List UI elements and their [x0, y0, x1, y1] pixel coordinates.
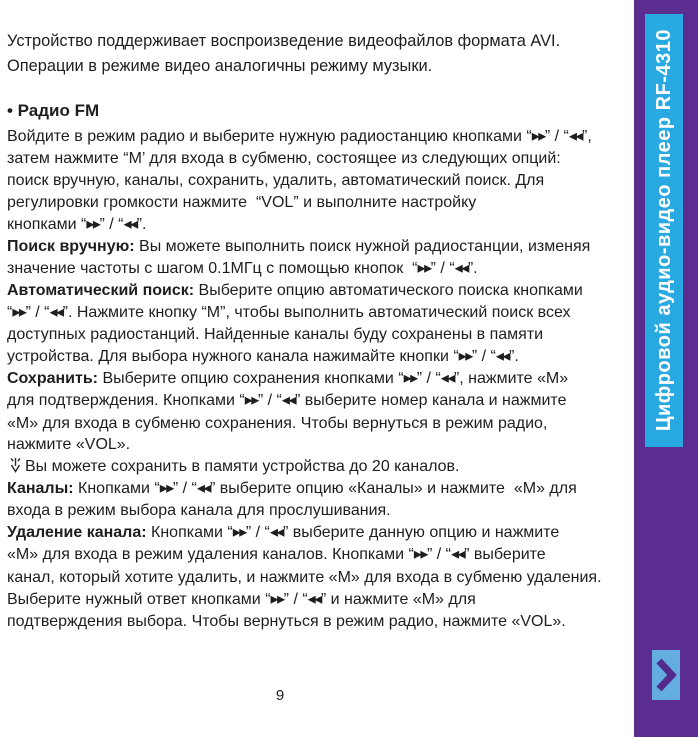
text-line: значение частоты с шагом 0.1МГц с помощью кнопок “▶▶” / “◀◀”. — [7, 259, 478, 277]
text-line: Вы можете сохранить в памяти устройства до 20 каналов. — [7, 456, 635, 478]
run-in-label: Каналы: — [7, 480, 74, 498]
product-banner-label: Цифровой аудио-видео плеер RF-4310 — [653, 29, 675, 432]
page-number: 9 — [275, 687, 285, 704]
text-line: нажмите «VOL». — [7, 436, 131, 454]
text-line: Удаление канала: Кнопками “▶▶” / “◀◀” выберите данную опцию и нажмите — [7, 524, 560, 542]
text-line: Сохранить: Выберите опцию сохранения кнопками “▶▶” / “◀◀”, нажмите «М» — [7, 370, 569, 388]
run-in-label: Сохранить: — [7, 370, 98, 388]
text-line: «М» для входа в субменю сохранения. Чтобы вернуться в режим радио, — [7, 414, 548, 432]
text-line: канал, который хотите удалить, и нажмите «М» для входа в субменю удаления. — [7, 568, 602, 586]
run-in-label: Поиск вручную: — [7, 237, 135, 255]
section-heading: • Радио FM — [7, 100, 100, 120]
text-line: Каналы: Кнопками “▶▶” / “◀◀” выберите опцию «Каналы» и нажмите «М» для — [7, 480, 577, 498]
text-line: входа в режим выбора канала для прослушивания. — [7, 502, 391, 520]
intro-paragraph — [7, 29, 635, 80]
text-line: Автоматический поиск: Выберите опцию автоматического поиска кнопками — [7, 281, 583, 299]
note-down-arrow-icon — [9, 457, 22, 473]
text-line: Выберите нужный ответ кнопками “▶▶” / “◀◀” и нажмите «М» для — [7, 590, 476, 608]
text-line: Войдите в режим радио и выберите нужную радиостанцию кнопками “▶▶” / “◀◀”, — [7, 127, 592, 145]
text-line: затем нажмите “M’ для входа в субменю, состоящее из следующих опций: — [7, 150, 561, 168]
text-line: “▶▶” / “◀◀”. Нажмите кнопку “М”, чтобы выполнить автоматический поиск всех — [7, 303, 571, 321]
spine-sidebar — [634, 0, 698, 737]
text-line: подтверждения выбора. Чтобы вернуться в режим радио, нажмите «VOL». — [7, 612, 566, 630]
body-lines — [7, 126, 635, 633]
text-line: поиск вручную, каналы, сохранить, удалить, автоматический поиск. Для — [7, 171, 545, 189]
text-line: устройства. Для выбора нужного канала нажимайте кнопки “▶▶” / “◀◀”. — [7, 347, 519, 365]
next-page-marker — [652, 650, 680, 700]
text-line: Устройство поддерживает воспроизведение видеофайлов формата AVI. — [7, 32, 561, 50]
page-content — [7, 0, 635, 633]
text-line: регулировки громкости нажмите “VOL” и выполните настройку — [7, 193, 477, 211]
run-in-label: Автоматический поиск: — [7, 281, 195, 299]
text-line: кнопками “▶▶” / “◀◀”. — [7, 215, 147, 233]
text-line: доступных радиостанций. Найденные каналы буду сохранены в памяти — [7, 325, 544, 343]
run-in-label: Удаление канала: — [7, 524, 147, 542]
product-banner — [645, 14, 683, 447]
text-line: Операции в режиме видео аналогичны режиму музыки. — [7, 57, 433, 76]
chevron-right-icon — [655, 656, 677, 694]
text-line: Поиск вручную: Вы можете выполнить поиск нужной радиостанции, изменяя — [7, 237, 591, 255]
text-line: для подтверждения. Кнопками “▶▶” / “◀◀” выберите номер канала и нажмите — [7, 392, 567, 410]
text-line: «М» для входа в режим удаления каналов. Кнопками “▶▶” / “◀◀” выберите — [7, 546, 546, 564]
